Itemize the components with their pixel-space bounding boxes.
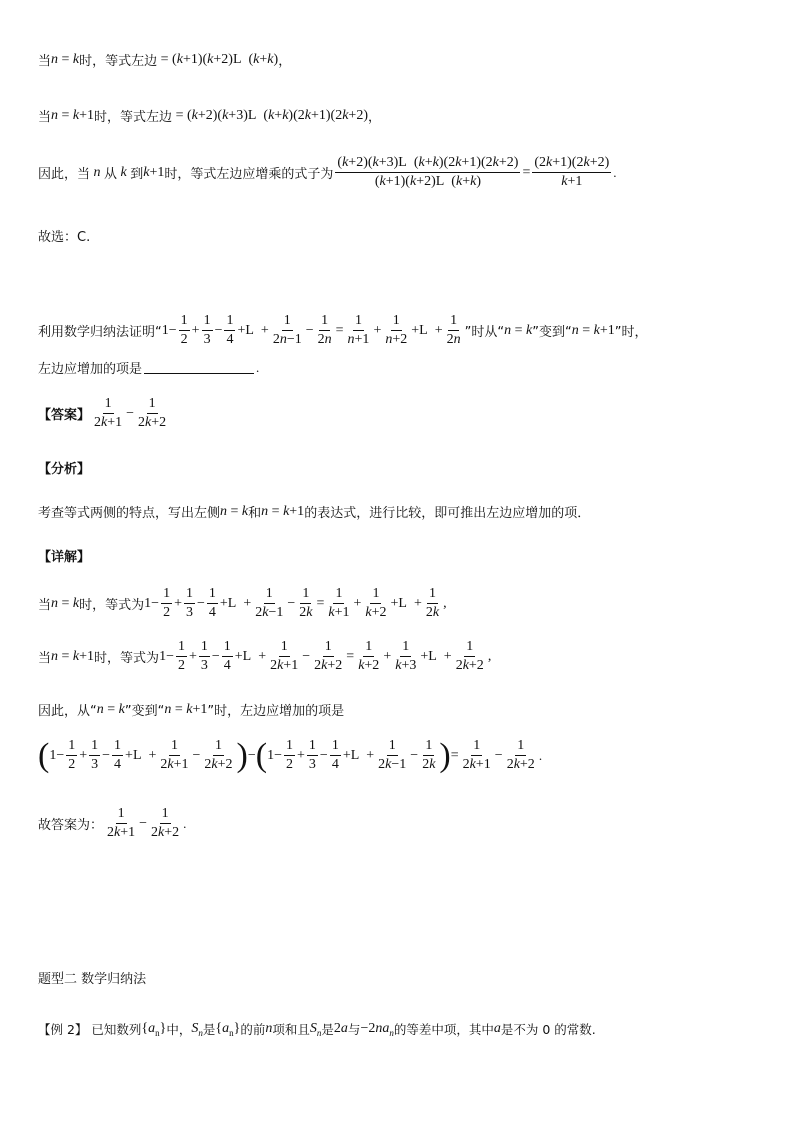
fraction: $\frac{1}{2n}$ [446,313,461,347]
math: − [192,747,201,763]
fraction: $\frac{1}{2}$ [180,313,188,347]
fraction: $\frac{1}{2k+1}$ [160,738,189,772]
math: +L + [390,595,422,611]
math: . [613,164,617,180]
math: +L + [234,648,267,664]
math: − [319,747,328,763]
text: 的前 [240,1022,266,1037]
fraction: $\frac{1}{2k+1}$ [107,806,136,840]
text: 利用数学归纳法证明“ [38,325,162,340]
math: 1− [49,747,65,763]
math: $S_n$ [309,1020,322,1038]
fraction: $\frac{1}{2}$ [286,738,294,772]
math: . [183,815,187,831]
fraction: $\frac{1}{4}$ [114,738,122,772]
math: n = k+1 [51,648,95,664]
math: − [302,648,311,664]
math: n [265,1021,273,1036]
text: ”时， [614,325,648,340]
math: − [410,747,419,763]
math: ( [38,736,50,774]
math: . [256,359,260,375]
math: n = k [96,701,125,717]
text: 时，等式左边应增乘的式子为 [164,167,334,182]
fraction: $\frac{(k+2)(k+3)L (k+k)(2k+1)(2k+2)}{(k+1)(k+2)L (k+k)}$ [337,155,519,189]
math: = [58,51,73,67]
text: ”变到“ [124,704,165,719]
math: + [174,595,182,611]
math: − [214,322,223,338]
text: 中， [166,1022,192,1037]
math: k [72,51,80,67]
text: 时，等式左边 [79,54,158,69]
math: n = k+1 [571,322,615,338]
fraction: $\frac{1}{n+1}$ [347,313,370,347]
fraction: $\frac{1}{2}$ [68,738,76,772]
text: 是 [202,1022,216,1037]
line-increase-factor [38,155,617,190]
math: − [139,815,148,831]
math: − [287,595,296,611]
text: 因此，当 [38,167,91,182]
line-final-answer [38,806,186,841]
math: + [297,747,305,763]
answer-label: 【答案】 [38,408,91,423]
text: 当 [38,110,52,125]
math: n = k [51,595,80,611]
text: 【例 2】 已知数列 [38,1022,142,1037]
text: 当 [38,54,52,69]
line-example-2 [38,1020,596,1038]
math: n = k+1 [261,503,305,519]
line-n-eq-k [38,50,291,69]
fraction: $\frac{1}{3}$ [200,639,208,673]
line-analysis-label [38,458,90,477]
analysis-label: 【分析】 [38,462,91,477]
text: ”时，左边应增加的项是 [207,704,345,719]
fraction: $\frac{1}{2k}$ [299,586,313,620]
text: 的表达式，进行比较，即可推出左边应增加的项． [304,506,591,521]
math: a [493,1021,501,1036]
math: k [117,164,131,180]
math: +L + [342,747,375,763]
math: $-2na_n$ [360,1020,394,1038]
line-detail-label [38,546,90,565]
text: 故选：C. [38,230,91,245]
fraction: $\frac{1}{4}$ [223,639,231,673]
text: 时，等式左边 [94,110,173,125]
line-detail-k1 [38,639,491,674]
math: n = k+1 [51,107,95,123]
math: 1− [159,648,174,664]
math: = [522,164,531,180]
line-problem [38,313,647,348]
fraction: $\frac{1}{2k+2}$ [204,738,233,772]
fraction: $\frac{1}{k+3}$ [395,639,417,673]
math: 1− [144,595,160,611]
fraction: $\frac{1}{k+1}$ [328,586,350,620]
math: k+1 [143,164,165,180]
math: ( [255,736,268,774]
text: 当 [38,598,52,613]
fraction: $\frac{1}{3}$ [203,313,211,347]
fraction: $\frac{1}{3}$ [308,738,316,772]
text: 题型二 数学归纳法 [38,972,147,987]
math: +L + [420,648,452,664]
text: 项和且 [272,1022,310,1037]
math: + [353,595,362,611]
math: +L + [125,747,157,763]
text: 与 [347,1022,361,1037]
fraction: $\frac{1}{2n-1}$ [272,313,302,347]
line-n-eq-k1 [38,106,381,125]
fraction: $\frac{1}{2k+2}$ [151,806,180,840]
math: 1− [161,322,177,338]
math: , [443,595,447,611]
text: 时，等式为 [79,598,145,613]
text: ， [367,110,381,125]
math: 1− [267,747,283,763]
math: ) [439,736,451,774]
fraction: $\frac{1}{k+2}$ [358,639,380,673]
math: + [373,322,382,338]
math: − [247,747,256,763]
fraction: $\frac{1}{3}$ [185,586,193,620]
math: ) [236,736,248,774]
math: − [494,747,503,763]
fraction: $\frac{1}{3}$ [91,738,99,772]
fraction: $\frac{1}{2}$ [177,639,185,673]
math-expr: = (k+1)(k+2)L (k+k) [157,51,279,67]
section-title [38,968,146,987]
text: 和 [248,506,262,521]
text: 左边应增加的项是 [38,362,143,377]
line-answer [38,396,170,431]
fraction: $\frac{1}{4}$ [208,586,216,620]
fraction: $\frac{1}{2k+1}$ [94,396,123,430]
fraction: $\frac{1}{2n}$ [317,313,332,347]
fraction: $\frac{1}{n+2}$ [385,313,408,347]
math: n = k [220,503,249,519]
line-difference [38,738,542,773]
math: n = k [504,322,533,338]
fraction: $\frac{1}{k+2}$ [365,586,387,620]
text: 是不为 0 的常数. [500,1022,596,1037]
text: 考查等式两侧的特点，写出左侧 [38,506,221,521]
math: + [188,648,197,664]
fraction: $\frac{1}{2k+2}$ [455,639,484,673]
text: 当 [38,651,52,666]
text: 故答案为： [38,818,104,833]
math: + [191,322,200,338]
line-detail-k [38,586,447,621]
answer-blank [144,361,254,374]
fraction: $\frac{1}{2k}$ [425,586,440,620]
line-choose-c [38,226,90,245]
math: $\{a_n\}$ [141,1020,167,1038]
math: n [51,51,59,67]
fraction: $\frac{1}{4}$ [226,313,234,347]
math: +L + [411,322,443,338]
text: 到 [130,167,144,182]
math: − [211,648,220,664]
text: 时，等式为 [94,651,160,666]
math: = [316,595,325,611]
math: $S_n$ [191,1020,203,1038]
text: ， [278,54,292,69]
math: − [196,595,205,611]
math: − [126,405,135,421]
math: − [102,747,111,763]
fraction: $\frac{1}{4}$ [331,738,339,772]
math: , [487,648,492,664]
fraction: $\frac{1}{2}$ [163,586,171,620]
math: +L + [219,595,252,611]
fraction: $\frac{1}{2k+2}$ [138,396,167,430]
math: − [305,322,314,338]
math: = [450,747,459,763]
math: = [346,648,355,664]
text: 的等差中项，其中 [393,1022,494,1037]
math: = [335,322,344,338]
fraction: $\frac{(2k+1)(2k+2)}{k+1}$ [534,155,610,189]
line-analysis [38,502,590,521]
math: n = k+1 [164,701,208,717]
text: ”变到“ [532,325,572,340]
line-blank [38,358,259,377]
fraction: $\frac{1}{2k+2}$ [314,639,343,673]
fraction: $\frac{1}{2k}$ [422,738,436,772]
fraction: $\frac{1}{2k+1}$ [270,639,299,673]
math: + [383,648,392,664]
fraction: $\frac{1}{2k-1}$ [378,738,407,772]
fraction: $\frac{1}{2k+2}$ [506,738,535,772]
math: $\{a_n\}$ [215,1020,241,1038]
math: n [90,164,105,180]
text: 因此，从“ [38,704,97,719]
math: + [79,747,88,763]
detail-label: 【详解】 [38,550,91,565]
math: 2a [333,1021,348,1036]
fraction: $\frac{1}{2k-1}$ [255,586,284,620]
fraction: $\frac{1}{2k+1}$ [462,738,491,772]
text: 是 [321,1022,334,1037]
text: ”时从“ [464,325,505,340]
math: . [538,747,543,763]
text: 从 [104,167,118,182]
math-expr: = (k+2)(k+3)L (k+k)(2k+1)(2k+2) [172,107,368,123]
line-therefore [38,700,344,719]
math: +L + [237,322,269,338]
